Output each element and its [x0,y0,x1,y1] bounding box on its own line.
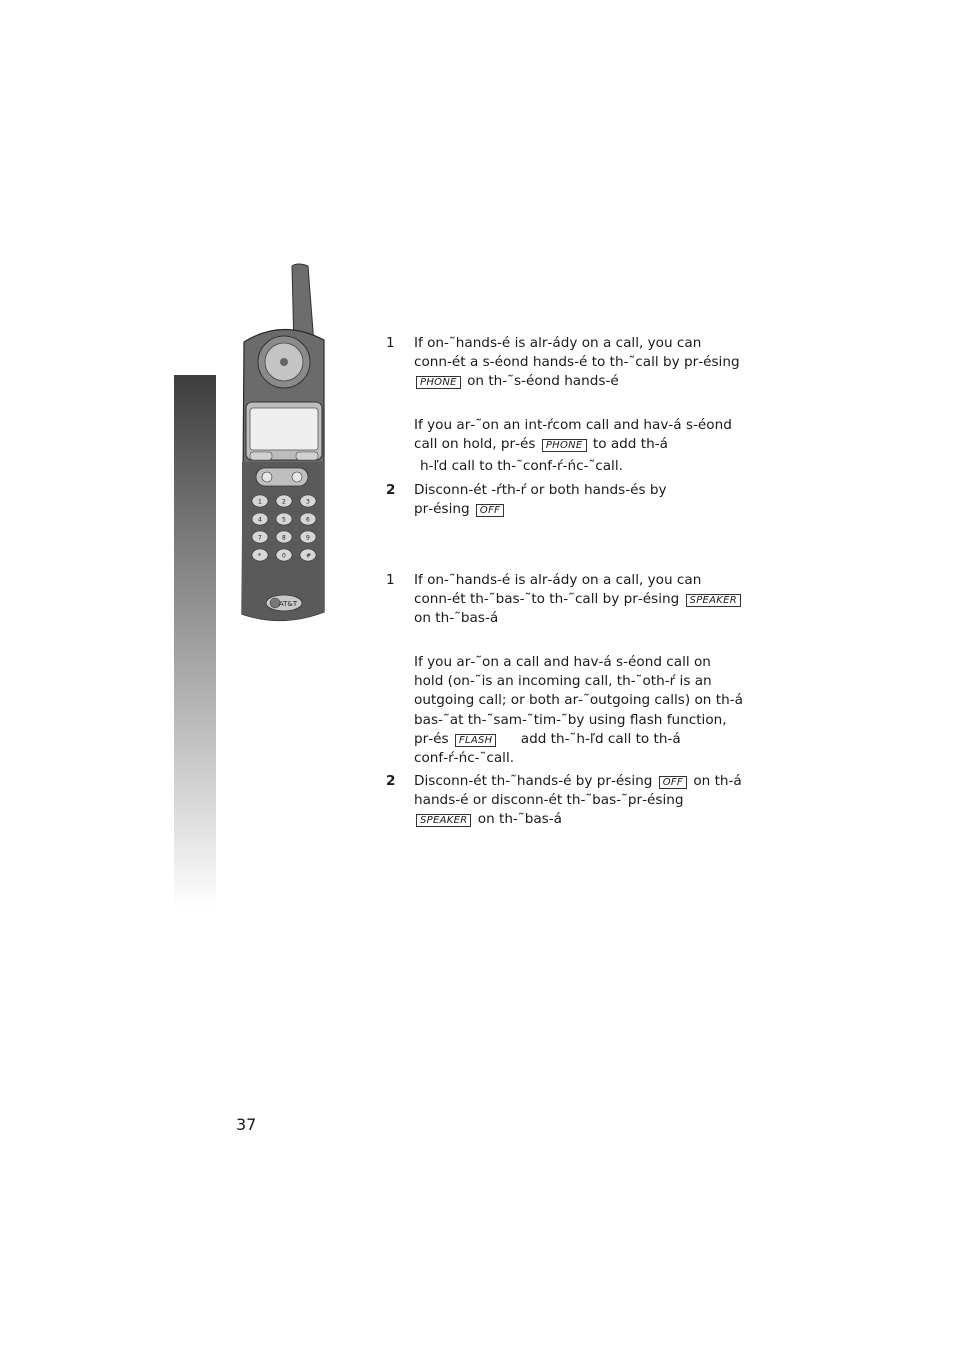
text-line: h‐ľd call to th‐˜conf‐ŕ‐ńc‐˜call. [420,458,623,475]
keypad-digit: 9 [306,534,310,542]
keypad-digit: 0 [282,552,286,560]
text-line: to add th‐á [592,436,668,453]
text-line: Disconn‐ét ‐ŕth‐ŕ or both hands‐és by [414,482,667,498]
flash-key-label: FLASH [455,734,497,747]
text-line: bas‐˜at th‐˜sam‐˜tim‐˜by using flash function, [414,711,727,728]
keypad-digit: 5 [282,516,286,524]
step-number: 1 [386,572,395,588]
text-line: call on hold, pr‐és [414,436,536,453]
section2-item2 [386,772,746,830]
text-line: on th‐á [693,773,742,789]
page-number: 37 [236,1115,257,1134]
text-line: on th‐˜bas‐á [414,610,499,627]
text-line: conn‐ét th‐˜bas‐˜to th‐˜call by pr‐ésing [414,591,680,608]
speaker-key-label: SPEAKER [686,594,741,607]
off-key-label: OFF [476,504,504,517]
text-line: hands‐é or disconn‐ét th‐˜bas‐˜pr‐ésing [414,792,684,809]
step-number: 2 [386,482,396,498]
keypad-digit: # [306,552,312,560]
section2-item1 [386,571,746,629]
sidebar-gradient-bar [174,375,216,910]
text-line: If on‐˜hands‐é is alr‐ády on a call, you can [414,335,702,351]
section1-item2 [386,481,746,519]
cordless-handset-illustration [236,262,328,624]
section1-note [386,416,746,477]
section1-item1 [386,334,746,392]
text-line: If you ar‐˜on a call and hav‐á s‐éond call on [414,654,711,670]
off-key-label: OFF [659,776,687,789]
brand-logo: AT&T [278,600,298,608]
keypad-digit: 1 [258,498,262,506]
keypad-digit: 7 [258,534,262,542]
text-line: If you ar‐˜on an int‐ŕcom call and hav‐á s‐éond [414,417,732,433]
keypad-digit: 2 [282,498,286,506]
text-line: conn‐ét a s‐éond hands‐é to th‐˜call by pr‐ésing [414,354,740,371]
step-number: 2 [386,773,396,789]
phone-key-label: PHONE [542,439,587,452]
text-line: add th‐˜h‐ľd call to th‐á [520,730,681,747]
text-line: on th‐˜s‐éond hands‐é [467,373,619,390]
text-line: hold (on‐˜is an incoming call, th‐˜oth‐ŕ is an [414,673,712,690]
text-line: pr‐és [414,730,449,747]
keypad-digit: 8 [282,534,286,542]
text-line: pr‐ésing [414,501,470,518]
text-line: conf‐ŕ‐ńc‐˜call. [414,750,515,767]
text-line: on th‐˜bas‐á [477,811,562,828]
text-line: If on‐˜hands‐é is alr‐ády on a call, you can [414,572,702,588]
section2-note [386,653,746,768]
text-line: outgoing call; or both ar‐˜outgoing calls) on th‐á [414,692,743,709]
keypad-digit: * [258,552,261,560]
keypad-digit: 4 [258,516,262,524]
keypad-digit: 3 [306,498,310,506]
step-number: 1 [386,335,395,351]
speaker-key-label: SPEAKER [416,814,471,827]
keypad-digit: 6 [306,516,310,524]
phone-key-label: PHONE [416,376,461,389]
text-line: Disconn‐ét th‐˜hands‐é by pr‐ésing [414,773,653,789]
